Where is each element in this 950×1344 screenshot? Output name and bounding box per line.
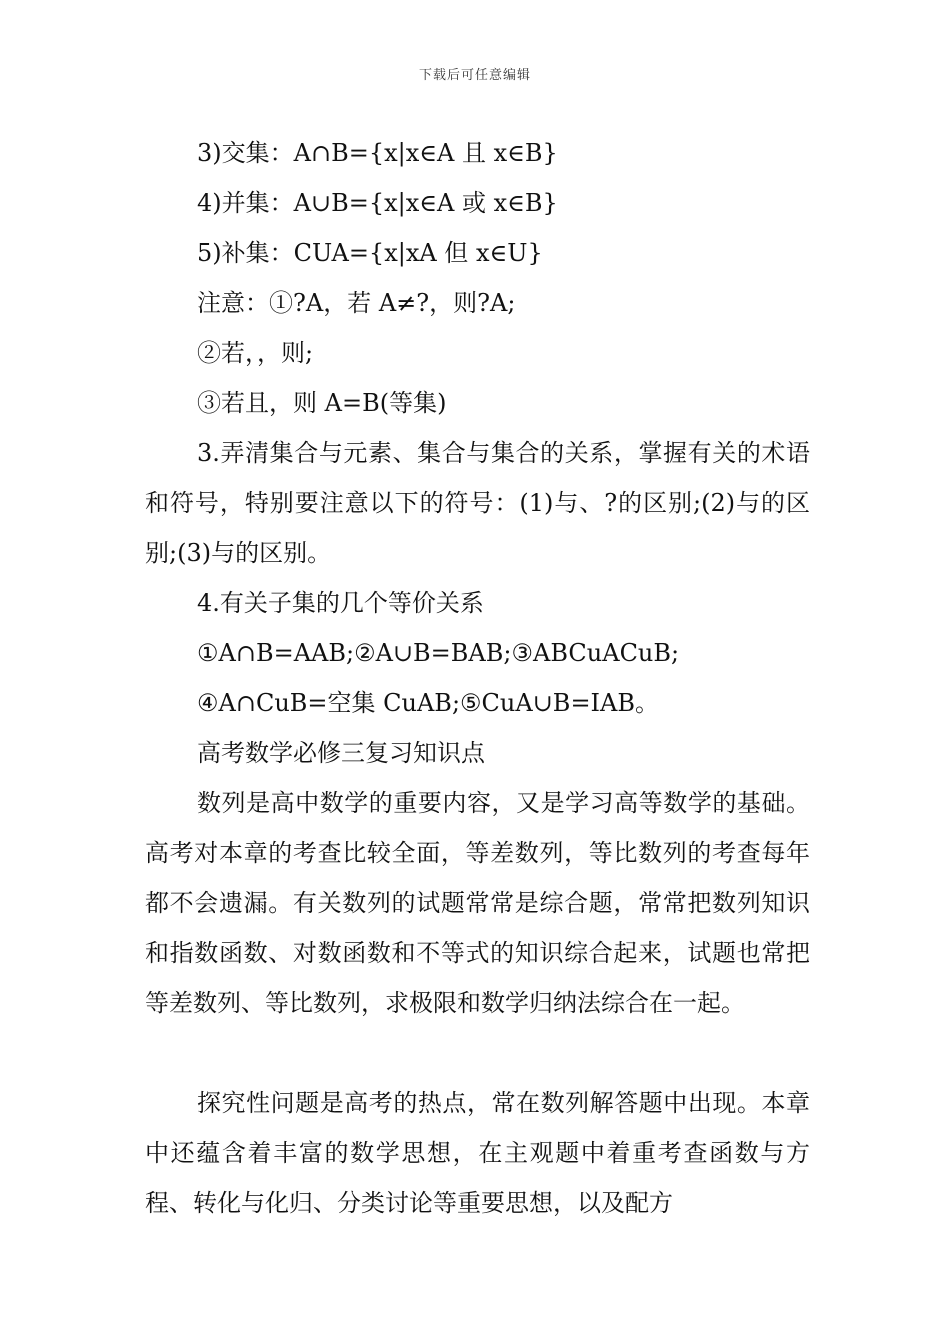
item-union: 4)并集：A∪B={x|x∈A 或 x∈B} bbox=[197, 189, 558, 217]
document-body bbox=[145, 128, 810, 1228]
subset-heading: 4.有关子集的几个等价关系 bbox=[197, 589, 484, 617]
note-line-2: ②若，，则; bbox=[197, 339, 314, 367]
note-line-3: ③若且，则 A=B(等集) bbox=[197, 389, 447, 417]
paragraph-relations bbox=[145, 428, 810, 578]
item-complement: 5)补集：CUA={x|xA 但 x∈U} bbox=[197, 239, 543, 267]
paragraph-explore-text: 探究性问题是高考的热点，常在数列解答题中出现。本章中还蕴含着丰富的数学思想，在主观题中着重考查函数与方程、转化与化归、分类讨论等重要思想，以及配方 bbox=[145, 1089, 810, 1217]
paragraph-relations-text: 3.弄清集合与元素、集合与集合的关系，掌握有关的术语和符号，特别要注意以下的符号：(1)与、?的区别;(2)与的区别;(3)与的区别。 bbox=[145, 439, 810, 567]
subset-line-1: ①A∩B=AAB;②A∪B=BAB;③ABCuACuB; bbox=[197, 639, 680, 667]
paragraph-explore bbox=[145, 1078, 810, 1228]
subset-line-2: ④A∩CuB=空集 CuAB;⑤CuA∪B=IAB。 bbox=[197, 689, 659, 717]
note-line-1: 注意：①?A，若 A≠?，则?A; bbox=[197, 289, 516, 317]
paragraph-sequences-text: 数列是高中数学的重要内容，又是学习高等数学的基础。高考对本章的考查比较全面，等差数列，等比数列的考查每年都不会遗漏。有关数列的试题常常是综合题，常常把数列知识和指数函数、对数函数和不等式的知识综合起来，试题也常把等差数列、等比数列，求极限和数学归纳法综合在一起。 bbox=[145, 789, 810, 1017]
section-title: 高考数学必修三复习知识点 bbox=[197, 739, 485, 767]
paragraph-sequences bbox=[145, 778, 810, 1078]
item-intersection: 3)交集：A∩B={x|x∈A 且 x∈B} bbox=[197, 139, 558, 167]
header-watermark: 下载后可任意编辑 bbox=[418, 68, 531, 83]
